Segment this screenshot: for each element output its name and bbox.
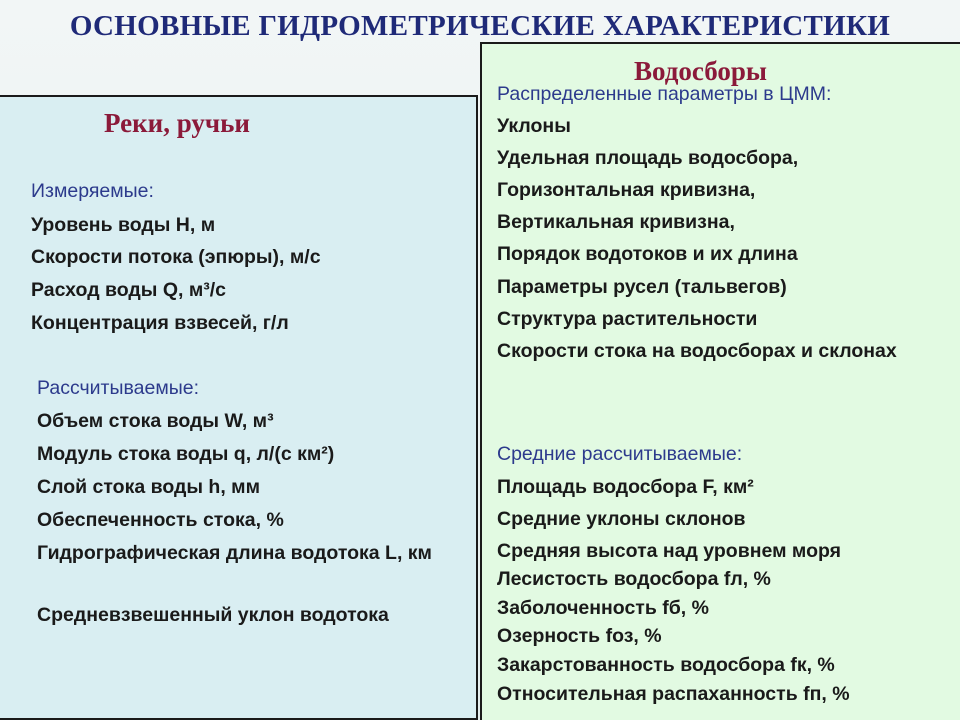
distributed-item: Удельная площадь водосбора, xyxy=(497,147,799,169)
distributed-item: Уклоны xyxy=(497,115,571,137)
distributed-label: Распределенные параметры в ЦММ: xyxy=(497,83,832,105)
average-item: Относительная распаханность fп, % xyxy=(497,683,850,705)
watersheds-heading: Водосборы xyxy=(634,56,767,86)
distributed-item: Структура растительности xyxy=(497,308,758,330)
average-item: Средняя высота над уровнем моря xyxy=(497,540,842,562)
measured-item: Концентрация взвесей, г/л xyxy=(31,312,289,334)
distributed-item: Порядок водотоков и их длина xyxy=(497,243,798,265)
measured-item: Уровень воды H, м xyxy=(31,214,216,236)
rivers-heading: Реки, ручьи xyxy=(104,108,250,138)
slide-title: ОСНОВНЫЕ ГИДРОМЕТРИЧЕСКИЕ ХАРАКТЕРИСТИКИ xyxy=(69,10,891,42)
distributed-item: Скорости стока на водосборах и склонах xyxy=(497,340,897,362)
distributed-item: Горизонтальная кривизна, xyxy=(497,179,756,201)
distributed-item: Вертикальная кривизна, xyxy=(497,211,735,233)
average-label: Средние рассчитываемые: xyxy=(497,443,743,465)
average-item: Площадь водосбора F, км² xyxy=(497,476,754,498)
measured-label: Измеряемые: xyxy=(31,180,154,202)
computed-item: Модуль стока воды q, л/(с км²) xyxy=(37,443,335,465)
average-item: Озерность fоз, % xyxy=(497,625,662,647)
computed-item: Обеспеченность стока, % xyxy=(37,509,284,531)
average-item: Лесистость водосбора fл, % xyxy=(497,568,771,590)
average-item: Заболоченность fб, % xyxy=(497,597,709,619)
computed-item: Средневзвешенный уклон водотока xyxy=(37,604,389,626)
distributed-item: Параметры русел (тальвегов) xyxy=(497,276,787,298)
computed-label: Рассчитываемые: xyxy=(37,377,199,399)
average-item: Закарстованность водосбора fк, % xyxy=(497,654,835,676)
computed-item: Объем стока воды W, м³ xyxy=(37,410,274,432)
measured-item: Скорости потока (эпюры), м/с xyxy=(31,246,321,268)
computed-item: Гидрографическая длина водотока L, км xyxy=(37,542,432,564)
average-item: Средние уклоны склонов xyxy=(497,508,746,530)
computed-item: Слой стока воды h, мм xyxy=(37,476,261,498)
measured-item: Расход воды Q, м³/с xyxy=(31,279,227,301)
